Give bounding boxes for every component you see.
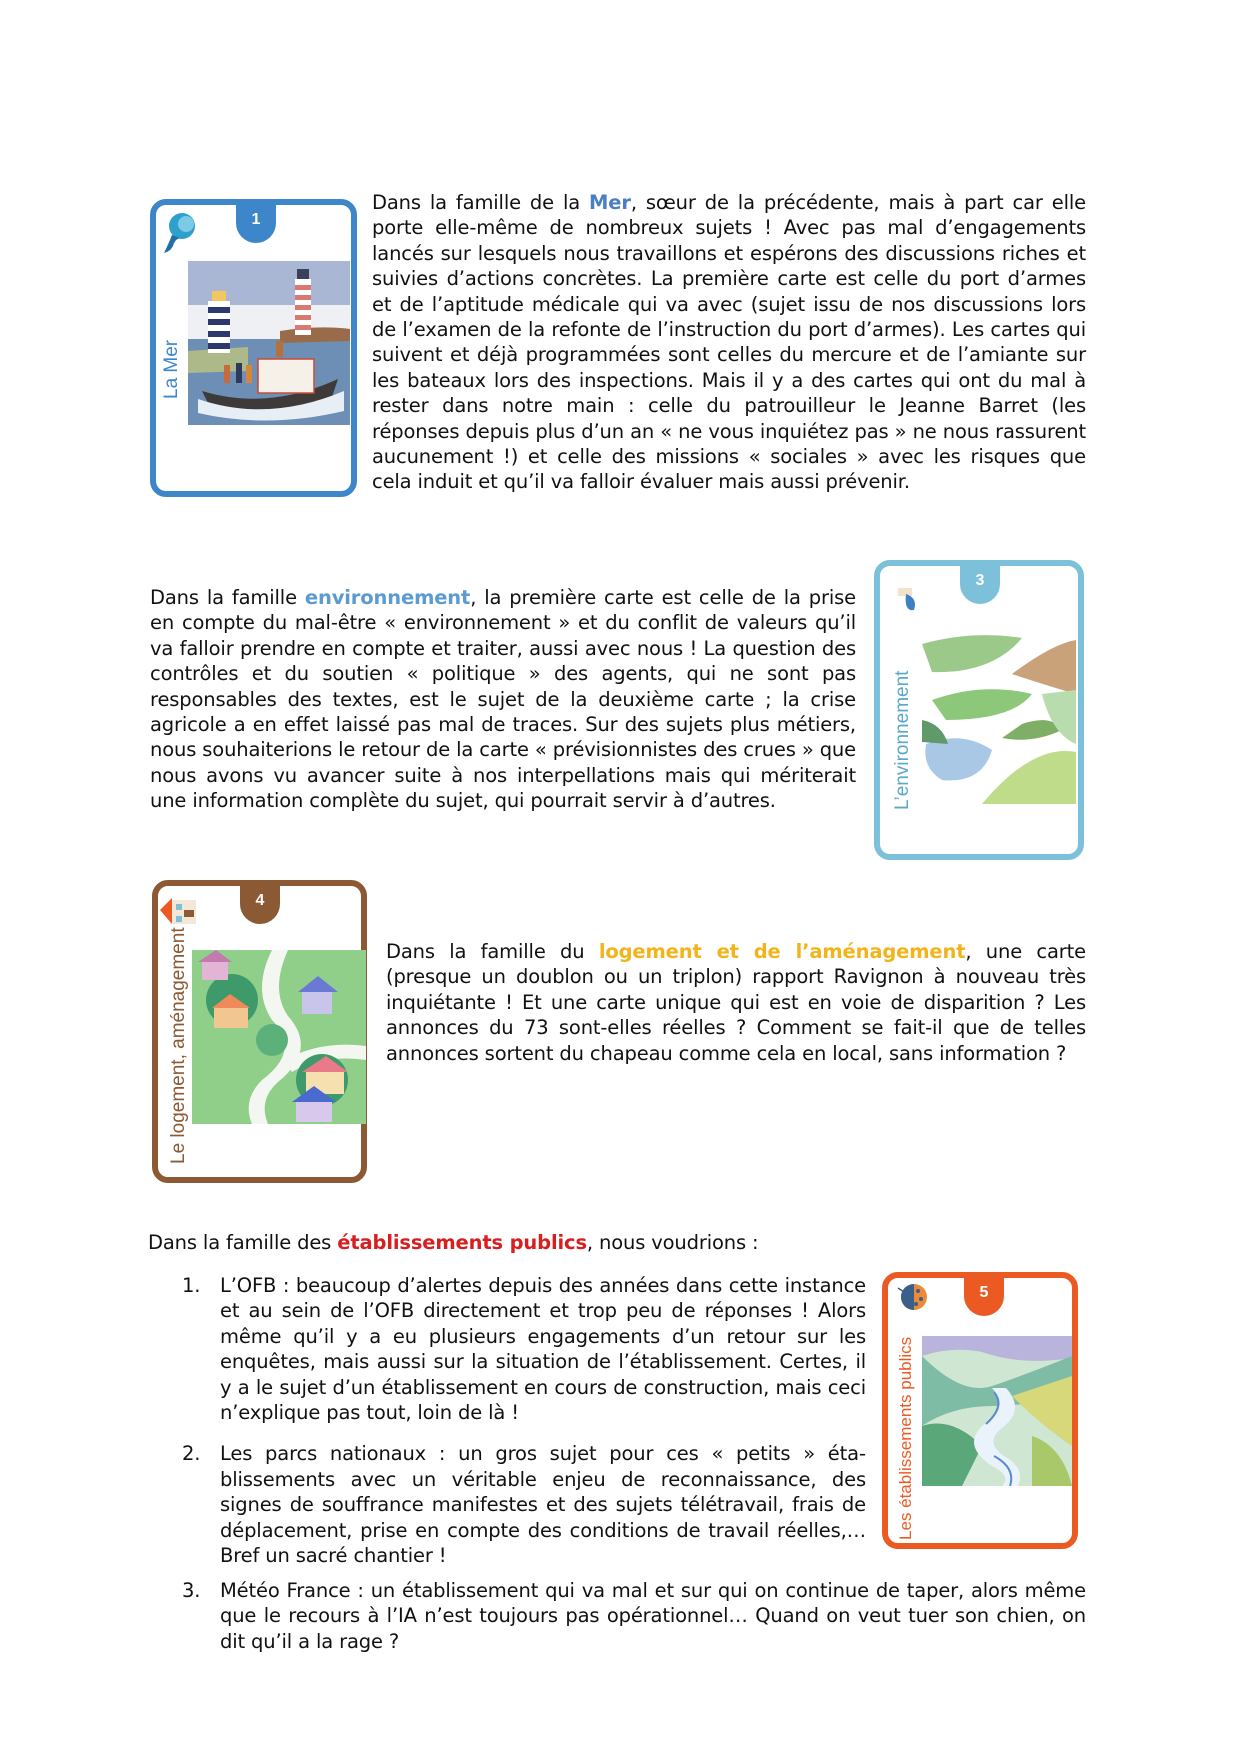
section-environnement	[150, 585, 856, 814]
list-item-text: Les parcs nationaux : un gros sujet pour ces « petits » établissements avec un véritable enjeu de reconnaissance, des signes de souffrance manifestes et des sujets télétravail, frais de déplacement, prise en compte des conditions de travail réelles,… Bref un sacré chantier !	[220, 1442, 866, 1568]
landscape-illustration	[922, 634, 1076, 804]
card-logement	[152, 880, 367, 1183]
card-family-label: Le logement, aménagement	[168, 927, 189, 1164]
card-environnement	[874, 560, 1084, 860]
list-item	[148, 1578, 1086, 1654]
bird-icon	[898, 588, 918, 614]
card-etablissements-publics	[882, 1272, 1078, 1549]
section-prefix: Dans la famille de la	[372, 191, 590, 214]
section-logement	[386, 939, 1086, 1066]
family-keyword-logement: logement et de l’aménagement	[598, 940, 966, 963]
list-item-text: Météo France : un établissement qui va mal et sur qui on continue de taper, alors même que le recours à l’IA n’est toujours pas opérationnel… Quand on veut tuer son chien, on dit qu’il a la rage ?	[220, 1579, 1086, 1653]
family-keyword-mer: Mer	[589, 191, 631, 214]
list-item-text: L’OFB : beaucoup d’alertes depuis des années dans cette instance et au sein de l’OFB directement et trop peu de réponses ! Alors même qu’il y a eu plusieurs engagements d’un retour sur les enquêtes, mais aussi sur la situation de l’établissement. Certes, il y a le sujet d’un établissement en cours de construction, mais ceci n’explique pas tout, loin de là !	[220, 1274, 866, 1425]
card-family-label: La Mer	[161, 339, 182, 399]
card-number-badge: 4	[240, 884, 280, 924]
card-number-badge: 5	[964, 1276, 1004, 1316]
list-item-number: 2.	[182, 1442, 201, 1466]
section-la-mer	[150, 190, 1086, 495]
list-item-number: 1.	[182, 1274, 201, 1297]
river-valley-illustration	[922, 1336, 1072, 1486]
card-number-badge: 3	[960, 564, 1000, 604]
neighborhood-illustration	[192, 950, 366, 1124]
section-text: , sœur de la précédente, mais à part car elle porte elle-même de nombreux sujets ! Avec pas mal d’engagements lancés sur lesquels nous travaillons et espérons des discussions riches et suivies d’actions concrètes. La première carte est celle du port d’armes et de l’aptitude médicale qui va avec (sujet issu de nos discussions lors de l’examen de la refonte de l’instruction du port d’armes). Les cartes qui suivent et déjà programmées sont celles du mercure et de l’amiante sur les bateaux lors des inspections. Mais il y a des cartes qui ont du mal à rester dans notre main : celle du patrouilleur le Jeanne Barret (les réponses depuis plus d’un an « ne vous inquiétez pas » ne nous rassurent aucunement !) et celle des missions « sociales » avec les risques que cela induit et qu’il va falloir évaluer mais aussi prévenir.	[372, 191, 1086, 494]
ladybug-icon	[894, 1282, 930, 1312]
section-prefix: Dans la famille du	[386, 940, 599, 963]
list-item-number: 3.	[182, 1579, 201, 1602]
list-item	[148, 1273, 866, 1425]
list-item	[148, 1441, 866, 1568]
card-family-label: L’environnement	[892, 670, 913, 810]
family-keyword-environnement: environnement	[304, 586, 471, 609]
family-keyword-etablissements: établissements publics	[337, 1231, 587, 1254]
card-number-badge: 1	[236, 203, 276, 243]
section-prefix: Dans la famille	[150, 586, 305, 609]
section-prefix: Dans la famille des	[148, 1231, 338, 1254]
etablissements-list	[148, 1273, 866, 1584]
card-family-label: Les établissements publics	[896, 1336, 915, 1540]
section-text: , une carte (presque un doublon ou un triplon) rapport Ravignon à nouveau très inquiétante ! Et une carte unique qui est en voie de disparition ? Les annonces du 73 sont-elles réelles ? Comment se fait-il que de telles annonces sortent du chapeau comme cela en local, sans information ?	[386, 940, 1087, 1065]
section-text: , la première carte est celle de la prise en compte du mal-être « environnement » et du conflit de valeurs qu’il va falloir prendre en compte et traiter, aussi avec nous ! La question des contrôles et du soutien « politique » des agents, qui ne sont pas responsables des textes, est le sujet de la deuxième carte ; la crise agricole a en effet laissé pas mal de traces. Sur des sujets plus métiers, nous souhaiterions le retour de la carte « prévisionnistes des crues » que nous avons vu avancer suite à nos interpellations mais qui mériterait une information complète du sujet, qui pourrait servir à d’autres.	[150, 586, 857, 813]
etablissements-list-continued	[148, 1578, 1086, 1670]
section-text: , nous voudrions :	[586, 1231, 759, 1254]
section-etablissements-intro	[148, 1230, 1048, 1255]
building-icon	[160, 896, 198, 928]
